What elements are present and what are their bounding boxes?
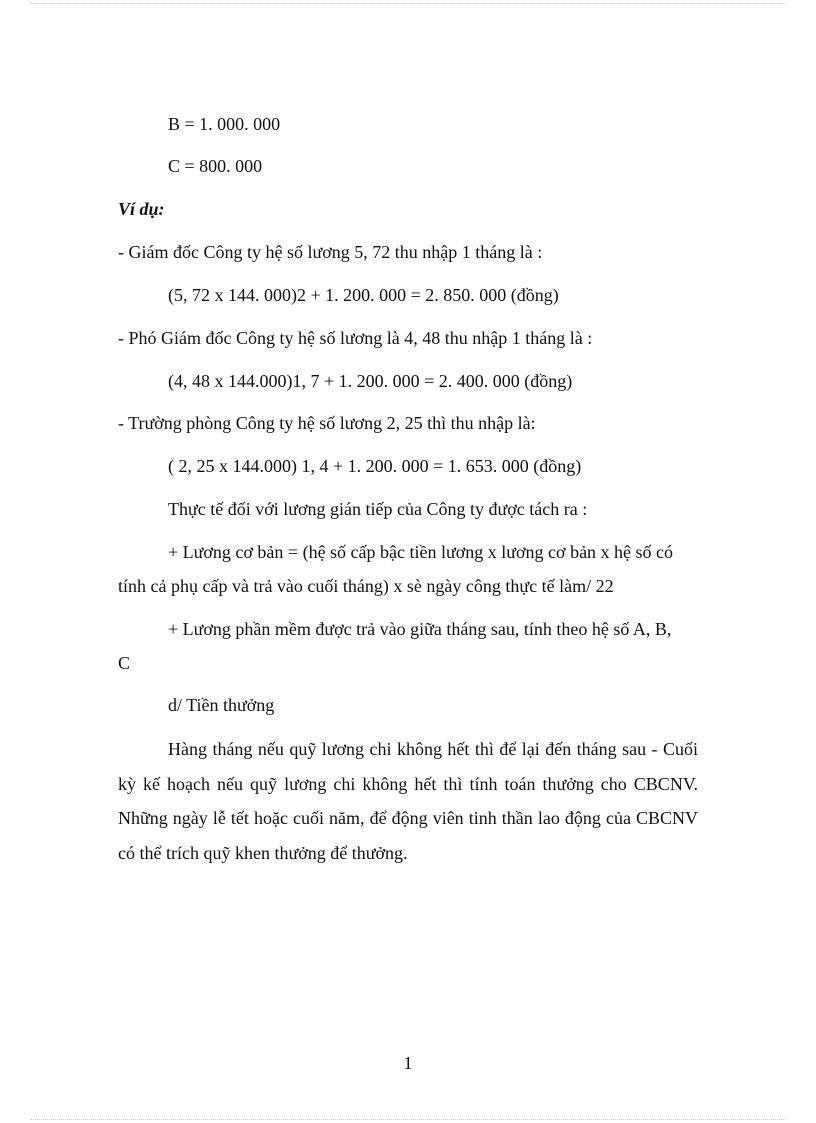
example-head-of-dept-formula: ( 2, 25 x 144.000) 1, 4 + 1. 200. 000 = 1. 653. 000 (đồng) (168, 456, 582, 476)
example-heading: Ví dụ: (118, 199, 165, 219)
basic-salary-line-2: tính cả phụ cấp và trả vào cuối tháng) x sè ngày công thực tế làm/ 22 (118, 576, 614, 596)
example-deputy-formula: (4, 48 x 144.000)1, 7 + 1. 200. 000 = 2. 400. 000 (đồng) (168, 371, 573, 391)
example-head-of-dept-description: - Trường phòng Công ty hệ số lương 2, 25 thì thu nhập là: (118, 413, 536, 433)
soft-salary-line-1: + Lương phần mềm được trả vào giữa tháng sau, tính theo hệ số A, B, (168, 619, 672, 639)
indirect-salary-intro: Thực tế đối với lương gián tiếp của Công ty được tách ra : (168, 499, 588, 519)
example-deputy-description: - Phó Giám đốc Công ty hệ số lương là 4, 48 thu nhập 1 tháng là : (118, 328, 593, 348)
coefficient-b: B = 1. 000. 000 (168, 114, 281, 134)
example-director-description: - Giám đốc Công ty hệ số lương 5, 72 thu nhập 1 tháng là : (118, 242, 543, 262)
soft-salary-line-2: C (118, 653, 131, 673)
coefficient-c: C = 800. 000 (168, 156, 263, 176)
basic-salary-line-1: + Lương cơ bản = (hệ số cấp bậc tiền lương x lương cơ bản x hệ số có (168, 542, 674, 562)
example-director-formula: (5, 72 x 144. 000)2 + 1. 200. 000 = 2. 850. 000 (đồng) (168, 285, 559, 305)
bonus-paragraph: Hàng tháng nếu quỹ lương chi không hết thì để lại đến tháng sau - Cuối kỳ kế hoạch nếu quỹ lương chi không hết thì tính toán thưởng cho CBCNV. Những ngày lễ tết hoặc cuối năm, để động viên tinh thần lao động của CBCNV có thể trích quỹ khen thưởng để thưởng. (118, 739, 698, 863)
page-top-divider (30, 3, 786, 4)
page-number: 1 (403, 1053, 413, 1073)
page-bottom-divider (30, 1119, 786, 1120)
bonus-heading: d/ Tiền thưởng (168, 695, 275, 715)
